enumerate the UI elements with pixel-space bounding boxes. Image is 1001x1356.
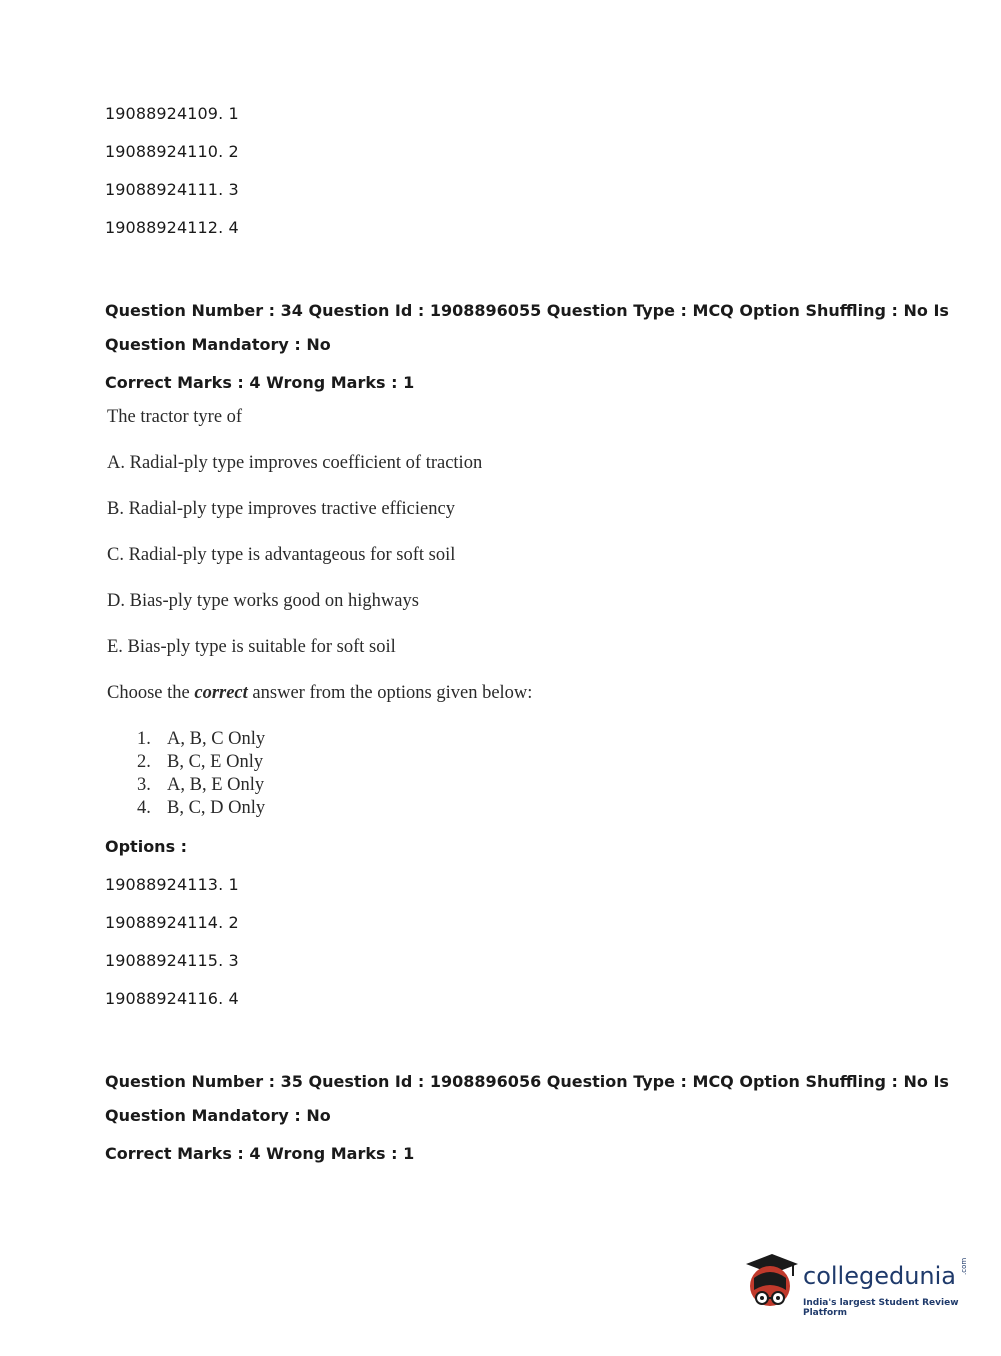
option-line: 19088924110. 2	[105, 142, 239, 161]
logo-tagline: India's largest Student Review Platform	[803, 1298, 959, 1318]
logo-suffix: .com	[960, 1257, 968, 1275]
question-marks: Correct Marks : 4 Wrong Marks : 1	[105, 373, 415, 392]
statement-a: A. Radial-ply type improves coefficient of traction	[107, 453, 483, 473]
choice-text: A, B, E Only	[167, 775, 265, 795]
choice-number: 1.	[137, 729, 151, 749]
answer-choices	[137, 728, 265, 820]
question-mandatory: Question Mandatory : No	[105, 335, 331, 354]
question-header: Question Number : 35 Question Id : 1908896056 Question Type : MCQ Option Shuffling : No Is	[105, 1072, 949, 1091]
statement-d: D. Bias-ply type works good on highways	[107, 591, 419, 611]
choice-text: B, C, D Only	[167, 798, 266, 818]
choice-item	[137, 751, 265, 774]
option-line: 19088924116. 4	[105, 989, 239, 1008]
option-line: 19088924114. 2	[105, 913, 239, 932]
choice-item	[137, 797, 265, 820]
option-line: 19088924115. 3	[105, 951, 239, 970]
choose-emphasis: correct	[194, 683, 248, 703]
question-header: Question Number : 34 Question Id : 1908896055 Question Type : MCQ Option Shuffling : No Is	[105, 301, 949, 320]
choice-item	[137, 774, 265, 797]
option-line: 19088924113. 1	[105, 875, 239, 894]
choice-number: 2.	[137, 752, 151, 772]
logo-wordmark: collegedunia	[803, 1262, 957, 1290]
statement-e: E. Bias-ply type is suitable for soft soil	[107, 637, 396, 657]
question-mandatory: Question Mandatory : No	[105, 1106, 331, 1125]
choose-post: answer from the options given below:	[247, 683, 533, 703]
choice-text: B, C, E Only	[167, 752, 264, 772]
choose-instruction	[107, 683, 532, 704]
choice-text: A, B, C Only	[167, 729, 266, 749]
choice-number: 4.	[137, 798, 151, 818]
choose-pre: Choose the	[107, 683, 195, 703]
option-line: 19088924109. 1	[105, 104, 239, 123]
choice-item	[137, 728, 265, 751]
statement-c: C. Radial-ply type is advantageous for soft soil	[107, 545, 456, 565]
option-line: 19088924111. 3	[105, 180, 239, 199]
question-marks: Correct Marks : 4 Wrong Marks : 1	[105, 1144, 415, 1163]
statement-b: B. Radial-ply type improves tractive efficiency	[107, 499, 455, 519]
choice-number: 3.	[137, 775, 151, 795]
option-line: 19088924112. 4	[105, 218, 239, 237]
options-label: Options :	[105, 837, 188, 856]
question-stem: The tractor tyre of	[107, 407, 243, 427]
